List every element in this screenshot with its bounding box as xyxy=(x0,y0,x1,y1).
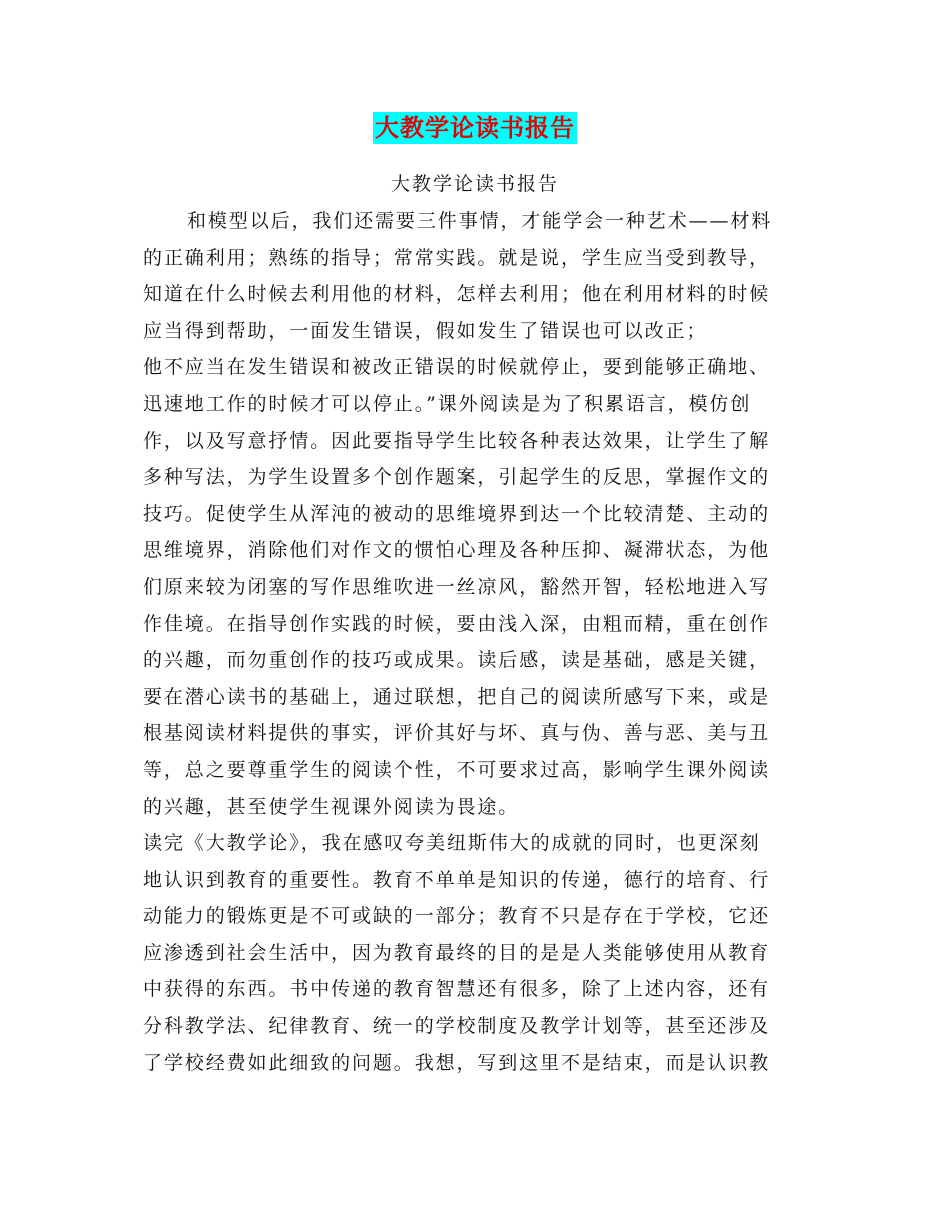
document-subtitle: 大教学论读书报告 xyxy=(390,173,559,195)
text-line: 和模型以后，我们还需要三件事情，才能学会一种艺术——材料 xyxy=(187,210,773,232)
body-text xyxy=(143,203,803,1081)
text-line: 的兴趣，甚至使学生视课外阅读为畏途。 xyxy=(143,795,520,818)
text-line: 动能力的锻炼更是不可或缺的一部分；教育不只是存在于学校，它还 xyxy=(143,905,771,928)
text-line: 们原来较为闭塞的写作思维吹进一丝凉风，豁然开智，轻松地进入写 xyxy=(143,575,771,598)
title-block xyxy=(0,112,950,144)
text-line: 应渗透到社会生活中，因为教育最终的目的是是人类能够使用从教育 xyxy=(143,941,771,964)
text-line: 技巧。促使学生从浑沌的被动的思维境界到达一个比较清楚、主动的 xyxy=(143,502,771,525)
text-line: 的正确利用；熟练的指导；常常实践。就是说，学生应当受到教导， xyxy=(143,246,771,269)
text-line: 迅速地工作的时候才可以停止。”课外阅读是为了积累语言，模仿创 xyxy=(143,392,752,415)
text-line: 的兴趣，而勿重创作的技巧或成果。读后感，读是基础，感是关键， xyxy=(143,649,771,672)
text-line: 作佳境。在指导创作实践的时候，要由浅入深，由粗而精，重在创作 xyxy=(143,612,771,635)
text-line: 中获得的东西。书中传递的教育智慧还有很多，除了上述内容，还有 xyxy=(143,978,771,1001)
document-title: 大教学论读书报告 xyxy=(375,113,575,142)
text-line: 根基阅读材料提供的事实，评价其好与坏、真与伪、善与恶、美与丑 xyxy=(143,722,771,745)
text-line: 作，以及写意抒情。因此要指导学生比较各种表达效果，让学生了解 xyxy=(143,429,771,452)
text-line: 地认识到教育的重要性。教育不单单是知识的传递，德行的培育、行 xyxy=(143,868,771,891)
text-line: 读完《大教学论》，我在感叹夸美纽斯伟大的成就的同时，也更深刻 xyxy=(143,832,761,855)
text-line: 知道在什么时候去利用他的材料，怎样去利用；他在利用材料的时候 xyxy=(143,283,771,306)
text-line: 思维境界，消除他们对作文的惯怕心理及各种压抑、凝滞状态，为他 xyxy=(143,539,771,562)
text-line: 应当得到帮助，一面发生错误，假如发生了错误也可以改正； xyxy=(143,319,708,342)
text-line: 分科教学法、纪律教育、统一的学校制度及教学计划等，甚至还涉及 xyxy=(143,1015,771,1038)
text-line: 他不应当在发生错误和被改正错误的时候就停止，要到能够正确地、 xyxy=(143,356,771,379)
text-line: 了学校经费如此细致的问题。我想，写到这里不是结束，而是认识教 xyxy=(143,1051,771,1074)
text-line: 等，总之要尊重学生的阅读个性，不可要求过高，影响学生课外阅读 xyxy=(143,758,771,781)
text-line: 要在潜心读书的基础上，通过联想，把自己的阅读所感写下来，或是 xyxy=(143,685,771,708)
text-line: 多种写法，为学生设置多个创作题案，引起学生的反思，掌握作文的 xyxy=(143,466,771,489)
